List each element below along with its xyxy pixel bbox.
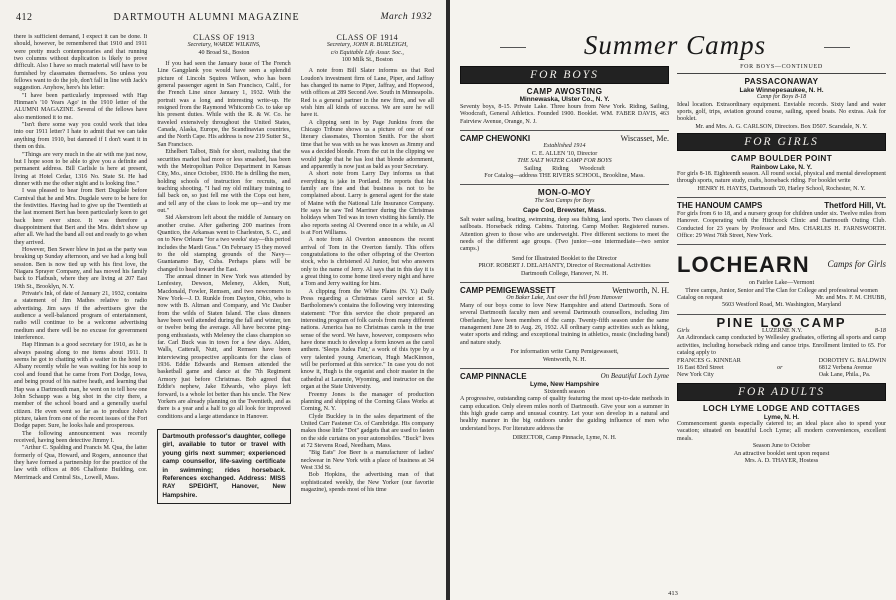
camp-monomoy-name: MON-O-MOY — [537, 188, 592, 198]
left-columns — [14, 34, 434, 586]
paragraph: A note from Bill Slater informs us that Red Loudon's investment firm of Lane, Piper, and Jaffray has changed its name to Piper, Jaffray, and Hopwood, with offices at 289 Second Ave. South in Minneapolis. Red is a general partner in the new firm, and we all wish him all kinds of success. We are sure he will have it. — [300, 68, 434, 119]
paragraph: However, Ben Sewer blew in just as the party was breaking up Sunday afternoon, and we had a long bull session. Ben is now tied up with his first love, the Niagara Sprayer Company, and has moved his family back to Flatbush, where they are living at 207 East 19th St., Brooklyn, N. Y. — [14, 246, 148, 290]
paragraph: The annual dinner in New York was attended by Lenfestey, Dewson, Meleney, Alden, Nutt, Macdonald, Fowler, Remsen, and two newcomers to New York—J. D. Runkle from Dayton, Ohio, who is now with B. Altman and Company, and Vic Dauber from the wilds of Staten Island. The class dinners have been well attended during the fall and winter, ten or twelve being the average. All have become ping-pong enthusiasts, with Meleney the class champion so far. Carl Buck was in town for a few days. Alden, Walls, Catterall, Nutt, and Remsen have been interviewing prospective applicants for the class of 1936. Eddie Edwards and Remsen attended the basketball game and dance at the 7th Regiment Armory just before Christmas. Bob agreed that Eddie's nephew, Jake Edwards, who plays left forward, is a whole lot better than his uncle. The New Yorkers are already planning on the Twentieth, and as there is a year and a half to go all look for improved conditions and a large attendance in Hanover. — [157, 274, 291, 420]
column-1911 — [14, 34, 147, 586]
camp-chewonki-catalog: For Catalog—address THE RIVERS SCHOOL, Brookline, Mass. — [484, 173, 645, 180]
camp-hanoum-location: Thetford Hill, Vt. — [824, 201, 886, 211]
camp-awosting-name: CAMP AWOSTING — [526, 87, 603, 96]
class-secretary: Secretary, WARDE WILKINS, — [187, 42, 261, 49]
camp-passaconaway-text: Ideal location. Extraordinary equipment. Enviable records. Sixty land and water sports, golf, trips, aviation ground course, sailing, speed boats. No extras. Ask for booklet. — [677, 101, 886, 123]
camp-passaconaway-tagline: Camp for Boys 8-18 — [756, 94, 807, 101]
paragraph: A clipping sent in by Page Junkins from the Chicago Tribune shows us a picture of one of our literary classmates, Thornton Smith. For the short time that he was with us he was known as Jimmy and was a decided blonde. From the cut in the clipping we would judge that he has lost that blonde adornment, and apparently is now just as bald as your Secretary. — [300, 119, 434, 170]
camp-pinnacle-location-2: Lyme, New Hampshire — [529, 381, 600, 389]
divider — [460, 130, 669, 131]
loch-lyme-location: Lyme, N. H. — [763, 413, 800, 421]
paragraph: "Big Eats" Joe Beer is a manufacturer of ladies' neckwear in New York with a place of business at 34 West 33d St. — [300, 450, 434, 471]
camp-monomoy-booklet: Send for Illustrated Booklet to the Director — [512, 255, 617, 262]
paragraph: The following announcement was recently received, having been detective Jimmy I. — [14, 430, 148, 444]
contact-street: 6812 Verbena Avenue — [818, 364, 872, 371]
camp-hanoum-header — [677, 202, 886, 209]
pine-log-text: An Adirondack camp conducted by Wellesley graduates, offering all sports and camp activities, including horseback riding and canoe trips. Enrollment limited to 65. For catalog apply to — [677, 335, 886, 357]
camp-hanoum-name: THE HANOUM CAMPS — [677, 201, 763, 211]
camp-pemi-location: Wentworth, N. H. — [612, 285, 669, 295]
paragraph: Sid Akerstrom left about the middle of January on another cruise. After gathering 200 marines from Quantico, the Arkansas went to Charleston, S. C., and on to New Orleans "for a two weeks' stay—this period includes the Mardi Gras." On February 15 they moved to the old stamping grounds of the Navy—Guantanamo Bay, Cuba. Perhaps plans will be changed to head toward the East. — [157, 215, 291, 273]
camp-awosting-location: Minnewaska, Ulster Co., N. Y. — [519, 96, 610, 104]
paragraph: Clyde Buckley is in the sales department of the United Carr Fastener Co. of Cambridge. His company makes those little "Dot" gadgets that are used to fasten on the side curtains on your automobiles. "Buck" lives at 72 Stevens Road, Needham, Mass. — [300, 413, 434, 449]
camp-pinnacle-director: DIRECTOR, Camp Pinnacle, Lyme, N. H. — [512, 435, 617, 442]
contact-street: 16 East 83rd Street — [677, 364, 724, 371]
paragraph: If you had seen the January issue of The French Line Gangplank you would have seen a splendid picture of Lincoln Squires Wilson, who has been general passenger agent in San Francisco, Calif., for the French Line since January 1, 1932. With the portrait was a long and interesting write-up. He resigned from the Raymond Whitcomb Co. to take up his present duties. While with the R. & W. Co. he traveled extensively throughout the United States, Canada, Alaska, Europe, the Scandinavian countries, and the North Cape. His address is now 219 Sutter St., San Francisco. — [157, 61, 291, 148]
pine-log-contacts — [677, 358, 886, 380]
lochearn-logo — [677, 249, 886, 279]
contact-name: DOROTHY G. BALDWIN — [818, 357, 886, 364]
loch-lyme-season: Season June to October — [752, 443, 811, 450]
for-adults-band: FOR ADULTS — [677, 383, 886, 401]
paragraph: Bob Hopkins, the advertising man of that sophisticated weekly, the New Yorker (our favorite magazine), spends most of his time — [300, 472, 434, 493]
page-number-left: 412 — [16, 11, 33, 23]
lochearn-wordmark: LOCHEARN — [677, 251, 810, 277]
camp-chewonki-activities: Sailing Riding Woodcraft — [524, 165, 605, 172]
camp-boulder-location: Rainbow Lake, N. Y. — [751, 163, 812, 171]
class-heading-1914: CLASS OF 1914 — [336, 34, 399, 42]
contact-city: New York City — [677, 371, 714, 378]
for-girls-band: FOR GIRLS — [677, 133, 886, 151]
camp-pinnacle-text: A progressive, outstanding camp of quality featuring the most up-to-date methods in camp education. Only eleven miles north of Dartmouth. Give your son a summer in this high grade camp and unusual country. Let your son develop in a natural and healthy manner in the big outdoors under the guiding influence of men who understand boys. For literature address the — [460, 396, 669, 432]
paragraph: "Arthur C. Spalding and Francis M. Qua, the latter formerly of Qua, Howard, and Rogers, announce that they have formed a partnership for the practice of the law with offices at 806 Chalfonte Building, cor. Merrimack and Central Sts., Lowell, Mass. — [14, 445, 148, 481]
class-address: 40 Broad St., Boston — [198, 49, 250, 56]
divider — [677, 197, 886, 198]
divider — [677, 244, 886, 245]
paragraph: "I have been particularly impressed with Hap Hinman's '10 Years Ago' in the 1910 letter of the ALUMNI MAGAZINE. Several of the fellows have also mentioned it to me. — [14, 92, 148, 121]
lochearn-address: 5603 Westford Road, Mt. Washington, Maryland — [722, 302, 841, 309]
contact-name: FRANCES G. KINNEAR — [677, 357, 741, 364]
running-header — [16, 10, 432, 24]
paragraph: Hap Hinman is a good secretary for 1910, as he is always passing along to me items about 1911. It seems he got to chatting with a waiter in the hotel in Albany recently while he was waiting for his soup to cool and found that he came from Fort Dodge, Iowa, and being proud of his native heath, and learning that Hap was a Dartmouth man, he went on to tell how one John Schaupp was a big shot in the city there, a member of the school board and a generally useful citizen. He even went so far as to produce John's picture, taken from one of the recent issues of the Fort Dodge paper. Sure, he looks hale and prosperous. — [14, 342, 148, 430]
pine-log-contact-2 — [819, 358, 886, 380]
divider — [460, 368, 669, 369]
magazine-title: DARTMOUTH ALUMNI MAGAZINE — [113, 11, 300, 23]
camp-pinnacle-season: Sixteenth season — [544, 388, 585, 395]
camp-monomoy-location: Cape Cod, Brewster, Mass. — [522, 207, 607, 215]
paragraph: "Isn't there some way you could work that idea into our 1911 letter? I hate to admit that we can take anything from 1910, but damned if I don't want it in them on this. — [14, 122, 148, 151]
camp-boulder-text: For girls 8-18. Eighteenth season. All round social, physical and mental development through sports, nature study, crafts, horseback riding. For booklet write — [677, 171, 886, 185]
loch-lyme-contact: Mrs. A. D. THAYER, Hostess — [744, 458, 819, 465]
paragraph: I was pleased to hear from Bert Dugdale before Carnival that he and Mrs. Dugdale were to be here for the festivities. Having had to give up the Twentieth at the last moment Bert has been particularly keen to get back here ever since. It was therefore a disappointment that Bert and the Mrs. didn't show up after all. We had the band all out and ready to go when they arrived. — [14, 188, 148, 246]
lochearn-location: on Fairlee Lake—Vermont — [748, 280, 815, 287]
camp-chewonki-est: Established 1914 — [543, 143, 586, 150]
class-heading-1913: CLASS OF 1913 — [193, 34, 255, 42]
paragraph: A short note from Larry Day informs us that everything is jake in Portland. He reports that his family are fine and that business is not to be complained about. Larry is general agent for the state of Maine with the National Life Insurance Company. He says he saw Ted Marriner during the Christmas holidays when Ted was in town visiting his family. He also reports seeing Al Overend once in a while, as Al is at Fort Williams. — [300, 171, 434, 236]
contact-city: Oak Lane, Phila., Pa. — [818, 371, 871, 378]
paragraph: "Things are very much in the air with me just now, but I hope soon to be able to give you a definite and permanent address. Bill Carlisle is here at present, living at Hotel Cedar, 1316 No. State St. He had dinner with me the other night and is looking fine." — [14, 151, 148, 187]
camp-monomoy-director-2: Dartmouth College, Hanover, N. H. — [520, 270, 609, 277]
camp-pemi-header — [460, 287, 669, 294]
camp-monomoy-tagline: The Sea Camps for Boys — [534, 197, 595, 204]
camps-column-2 — [677, 64, 886, 586]
pine-log-contact-1 — [677, 358, 741, 380]
camp-boulder-name: CAMP BOULDER POINT — [730, 154, 833, 164]
camp-passaconaway-contact: Mr. and Mrs. A. G. CARLSON, Directors. Box D507. Scarsdale, N. Y. — [695, 123, 868, 130]
paragraph: Ethelbert Talbot, Bish for short, realizing that the securities market had more or less smashed, has been with the Metropolitan Police Department in Kansas City, Mo., since October, 1930. He is drilling the men, holding schools of instruction for recruits, and teaching shooting. "I had my old military training to fall back on, so just fell me with the Cops out here, and tell any of the class to look me up—and try me out." — [157, 149, 291, 214]
paragraph: Freemy Jones is the manager of production planning and shipping of the Corning Glass Works at Corning, N. Y. — [300, 391, 434, 413]
paragraph: A note from Al Overton announces the recent arrival of Tom in the Overton family. This offers congratulations to the other offspring of the Overton stock, who is christened Al Junior, but who answers only to the name of Jerry. Al says that in this day it is a great thing to come home tired every night and have a Tom and Jerry waiting for him. — [300, 237, 434, 288]
for-boys-band: FOR BOYS — [460, 66, 669, 84]
lochearn-catalog: Catalog on request — [677, 295, 723, 302]
camp-pemi-name: CAMP PEMIGEWASSETT — [460, 285, 556, 295]
class-secretary: Secretary, JOHN R. BURLEIGH, — [326, 42, 408, 49]
right-page — [450, 0, 896, 600]
camp-pemi-tagline: On Baker Lake, Just over the hill from Hanover — [506, 295, 623, 302]
loch-lyme-name: LOCH LYME LODGE AND COTTAGES — [703, 404, 860, 414]
divider — [460, 282, 669, 283]
page-number-right: 413 — [668, 590, 678, 597]
pine-log-or: or — [777, 364, 783, 371]
loch-lyme-booklet: An attractive booklet sent upon request — [733, 450, 830, 457]
left-page — [0, 0, 446, 600]
column-1913 — [157, 34, 290, 586]
camp-chewonki-name: CAMP CHEWONKI — [460, 134, 531, 144]
lochearn-text: Three camps, Junior, Senior and The Clan for College and professional women — [685, 287, 878, 294]
pine-log-girls: Girls — [677, 328, 690, 335]
for-boys-continued: FOR BOYS—CONTINUED — [677, 64, 886, 74]
camp-boulder-contact: HENRY H. HAYES, Dartmouth '20, Harley School, Rochester, N. Y. — [697, 185, 866, 192]
camp-passaconaway-location: Lake Winnepesaukee, N. H. — [739, 86, 824, 94]
camp-pinnacle-header — [460, 373, 669, 380]
page-title: Summer Camps — [510, 30, 840, 61]
pine-log-ages: 8-18 — [874, 328, 886, 335]
camp-pemi-info-2: Wentworth, N. H. — [542, 356, 587, 363]
camp-hanoum-text: For girls from 6 to 18, and a nursery group for children under six. Twelve miles from Hanover. Cooperating with the Hitchcock Clinic and Dartmouth Outing Club. Conducted for 23 years by Professor and Mrs. CHARLES H. FARNSWORTH. Office: 29 West 76th Street, New York. — [677, 210, 886, 239]
camp-pemi-text: Many of our boys come to love New Hampshire and attend Dartmouth. Sons of several Dartmouth faculty men and several Dartmouth counsellors, including Jim Oberlander, have been members of the camp. Twenty-fifth season under the same management June 28 to Aug. 26, 1932. All ordinary camp activities such as hiking, water sports and riding; and exceptional training in athletics, music (including band) and nature study. — [460, 302, 669, 346]
lochearn-side-label: Camps for Girls — [827, 258, 886, 269]
pine-log-logo: PINE LOG CAMP — [716, 314, 847, 330]
camp-monomoy-text: Salt water sailing, boating, swimming, deep sea fishing, land sports. Two classes of sailboats. Horseback riding. Cabins. Tutoring. Camp Mother. Registered nurses. Attention given to those who are underweight. Five different sections to meet the needs of the different age groups. (Two junior—one intermediate—two senior camps.) — [460, 216, 669, 253]
lochearn-contact: Mr. and Mrs. F. M. CHUBB, — [815, 295, 886, 302]
camps-column-1 — [460, 64, 669, 586]
pine-log-location: LUZERNE N.Y. — [762, 328, 803, 335]
classified-ad: Dartmouth professor's daughter, college girl, available to tutor or travel with young girls next summer; experienced camp counsellor, life-saving certificate in swimming; rides horseback. References exchanged. Address: MISS RAY SPEIGHT, Hanover, New Hampshire. — [157, 429, 290, 504]
camp-monomoy-director: PROF. ROBERT J. DELAHANTY, Director of Recreational Activities — [478, 263, 651, 270]
issue-date: March 1932 — [380, 12, 432, 22]
class-address-2: 100 Milk St., Boston — [341, 57, 393, 64]
camp-awosting-text: Seventy boys, 8-15. Private Lake. Three hours from New York. Riding, Sailing, Woodcraft, General Athletics. Founded 1900. Booklet. WM. FABER DAVIS, 463 Fairview Avenue, Orange, N. J. — [460, 103, 669, 125]
camp-chewonki-header — [460, 135, 669, 142]
camp-pinnacle-location: On Beautiful Loch Lyme — [600, 372, 669, 380]
paragraph: Private's Ink, of date of January 21, 1932, contains a statement of Jim Mathes relative to radio advertising. Jim says if the advertisers give the audience a well-balanced program of entertainment, radio will continue to be a welcome advertising medium and there will be no excuse for government interference. — [14, 291, 148, 342]
class-address: c/o Equitable Life Assur. Soc., — [330, 49, 404, 56]
divider — [460, 184, 669, 185]
paragraph: A clipping from the White Plains (N. Y.) Daily Press regarding a Christmas carol service at St. Bartholomew's contains the following very interesting statement: "For this service the choir prepared an interesting program of folk carols from many different nations. America has no Christmas carols in the true sense of the word. We have, however, composers who have done much to develop a form known as the carol anthem. 'Sleeps Judea Fair,' a work of this type by a very talented young American, Hugh MacKinnon, will be performed at this service." In case you do not know it, Hugh is the organist and choir master in the cathedral at Laramie, Wyoming, and instructor on the organ at the State University. — [300, 288, 434, 391]
camp-columns — [460, 64, 886, 586]
loch-lyme-text: Commencement guests especially catered to; an ideal place also to spend your vacation; situated on beautiful Loch Lyme; all modern conveniences, excellent meals. — [677, 420, 886, 442]
camp-pinnacle-name: CAMP PINNACLE — [460, 372, 527, 381]
camp-chewonki-tagline: THE SALT WATER CAMP FOR BOYS — [517, 158, 612, 165]
paragraph: there is sufficient demand, I expect it can be done. It should, however, be remembered that 1910 and 1911 were pretty much contemporaries and that running two columns without duplication is likely to prove difficult. Also I have so much material will have to be furnished by classmates themselves. So unless you fellows want to do the job, don't fall in line with Jack's suggestion. Anyhow, here's his letter: — [14, 34, 148, 92]
camp-pemi-info: For information write Camp Pemigewassett, — [510, 349, 619, 356]
camp-chewonki-location: Wiscasset, Me. — [620, 134, 669, 144]
camp-passaconaway-name: PASSACONAWAY — [744, 77, 819, 87]
column-1914 — [301, 34, 434, 586]
camp-chewonki-director: C. E. ALLEN '10, Director — [531, 150, 598, 157]
